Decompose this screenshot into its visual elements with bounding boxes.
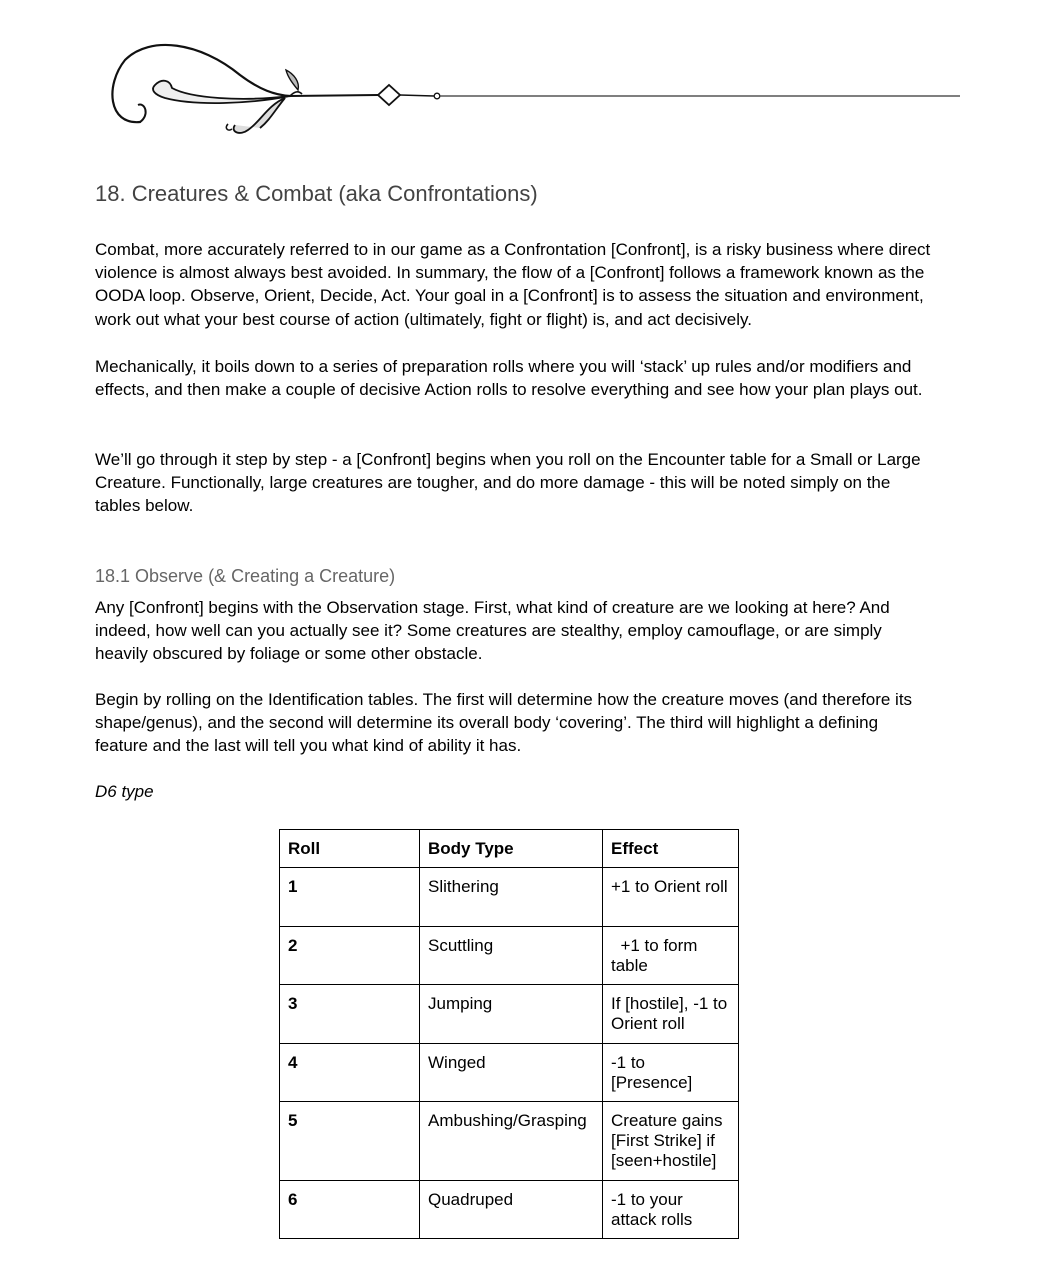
table-row xyxy=(280,1181,739,1239)
effect-cell: +1 to Orient roll xyxy=(603,868,739,927)
table-row xyxy=(280,1044,739,1102)
roll-cell: 2 xyxy=(280,927,420,985)
flourish-divider-icon xyxy=(100,30,970,145)
body-type-table xyxy=(279,829,739,1239)
step-paragraph: We’ll go through it step by step - a [Confront] begins when you roll on the Encounter table for a Small or Large Creature. Functionally, large creatures are tougher, and do more damage - this will be noted simply on the tables below. xyxy=(95,450,921,516)
header-roll: Roll xyxy=(280,830,420,868)
effect-cell: -1 to [Presence] xyxy=(603,1044,739,1102)
observation-paragraph: Any [Confront] begins with the Observation stage. First, what kind of creature are we looking at here? And indeed, how well can you actually see it? Some creatures are stealthy, employ camouflage, or are simply heavily obscured by foliage or some other obstacle. xyxy=(95,598,890,664)
body-type-cell: Winged xyxy=(420,1044,603,1102)
header-body-type: Body Type xyxy=(420,830,603,868)
effect-cell: +1 to form table xyxy=(603,927,739,985)
identification-paragraph: Begin by rolling on the Identification tables. The first will determine how the creature moves (and therefore its shape/genus), and the second will determine its overall body ‘covering’. The third will highlight a defining feature and the last will tell you what kind of ability it has. xyxy=(95,690,913,756)
table-row xyxy=(280,1102,739,1181)
body-type-cell: Scuttling xyxy=(420,927,603,985)
roll-cell: 1 xyxy=(280,868,420,927)
table-row xyxy=(280,927,739,985)
table-header-row xyxy=(280,830,739,868)
section-title: 18. Creatures & Combat (aka Confrontations) xyxy=(95,181,538,206)
effect-cell: If [hostile], -1 to Orient roll xyxy=(603,985,739,1044)
roll-cell: 6 xyxy=(280,1181,420,1239)
table-row xyxy=(280,985,739,1044)
body-type-cell: Quadruped xyxy=(420,1181,603,1239)
mechanics-paragraph: Mechanically, it boils down to a series of preparation rolls where you will ‘stack’ up rules and/or modifiers and effects, and then make a couple of decisive Action rolls to resolve everything and see how your plan plays out. xyxy=(95,357,923,400)
subsection-title: 18.1 Observe (& Creating a Creature) xyxy=(95,566,396,586)
roll-cell: 4 xyxy=(280,1044,420,1102)
body-type-cell: Slithering xyxy=(420,868,603,927)
roll-cell: 3 xyxy=(280,985,420,1044)
body-type-cell: Ambushing/Grasping xyxy=(420,1102,603,1181)
header-effect: Effect xyxy=(603,830,739,868)
effect-cell: -1 to your attack rolls xyxy=(603,1181,739,1239)
intro-paragraph: Combat, more accurately referred to in our game as a Confrontation [Confront], is a risky business where direct violence is almost always best avoided. In summary, the flow of a [Confront] follows a framework known as the OODA loop. Observe, Orient, Decide, Act. Your goal in a [Confront] is to assess the situation and environment, work out what your best course of action (ultimately, fight or flight) is, and act decisively. xyxy=(95,240,931,329)
effect-cell: Creature gains [First Strike] if [seen+hostile] xyxy=(603,1102,739,1181)
table-caption: D6 type xyxy=(95,782,154,801)
table-row xyxy=(280,868,739,927)
roll-cell: 5 xyxy=(280,1102,420,1181)
body-type-cell: Jumping xyxy=(420,985,603,1044)
